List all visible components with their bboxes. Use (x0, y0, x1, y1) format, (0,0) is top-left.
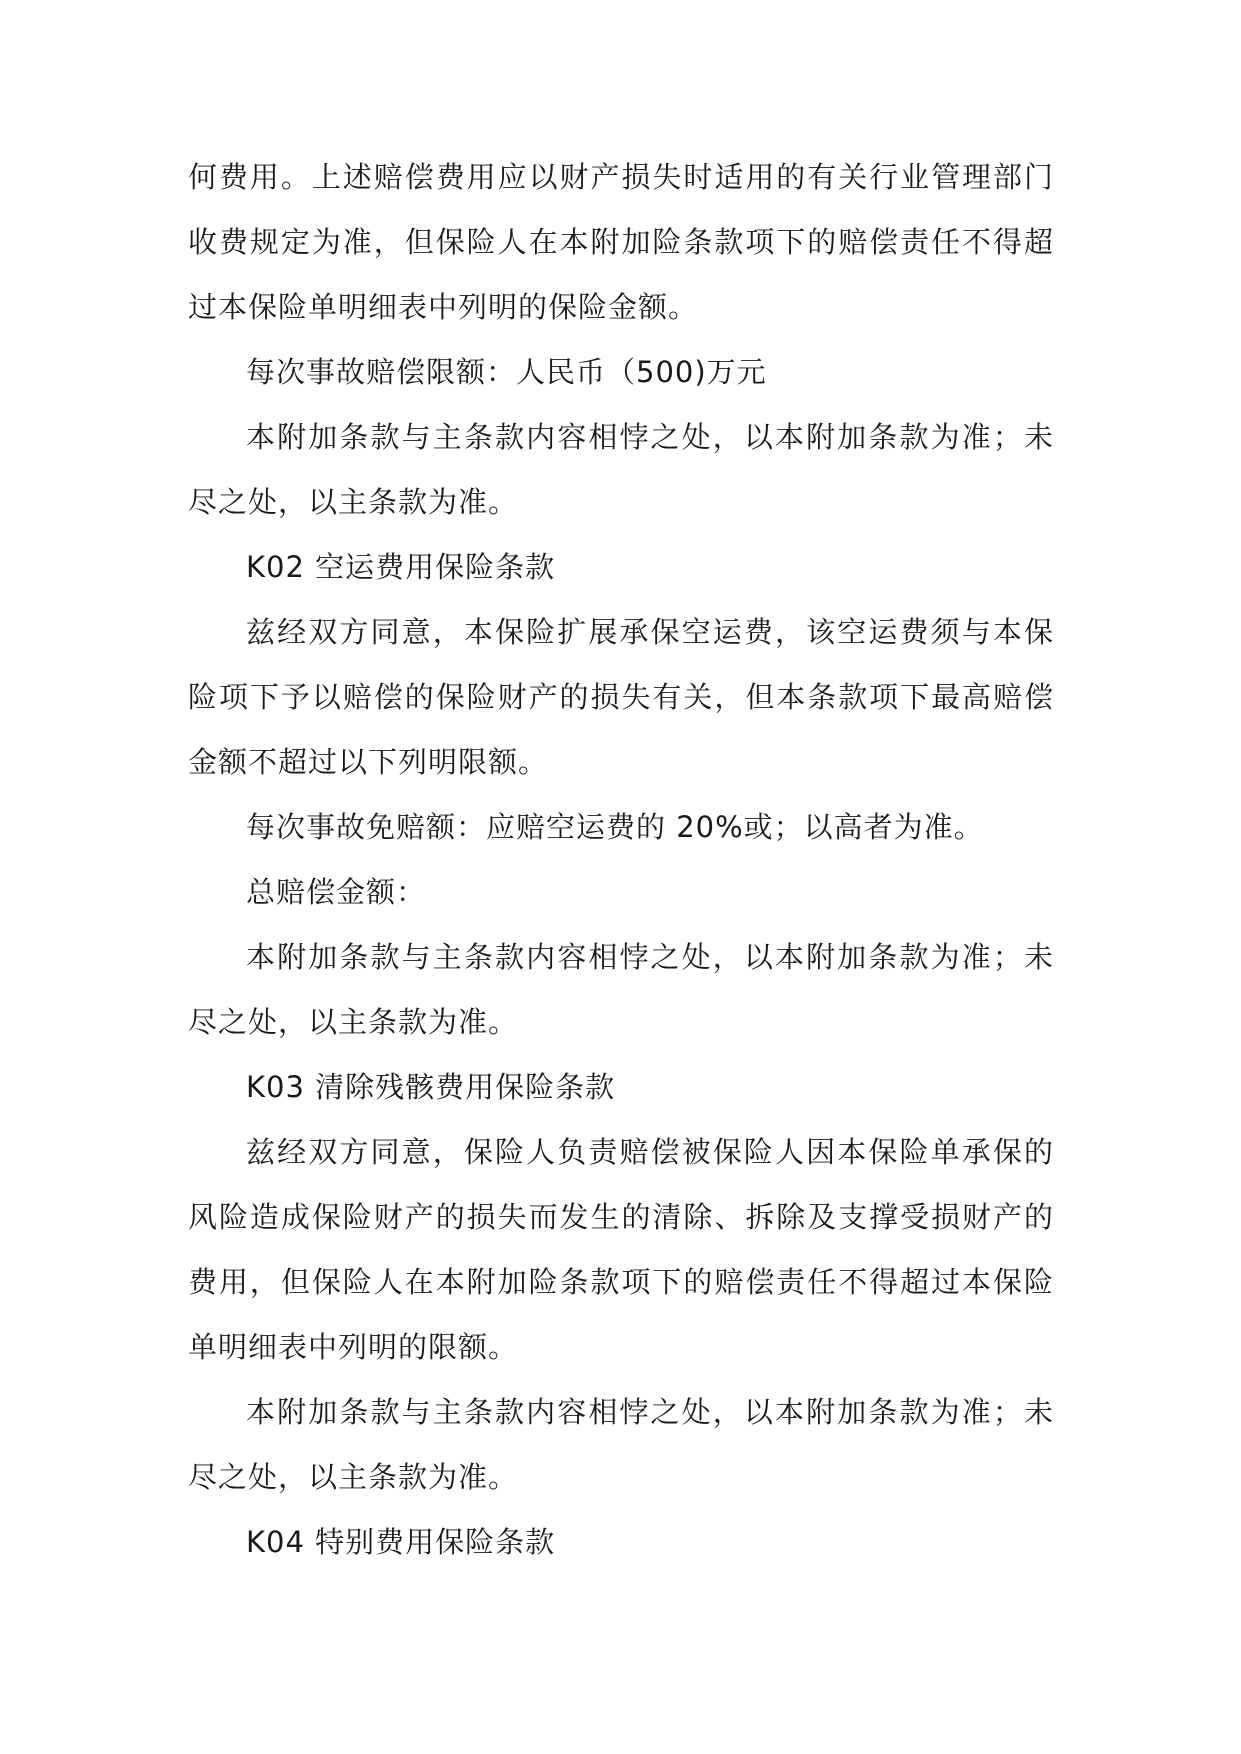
paragraph-k03-precedence: 本附加条款与主条款内容相悖之处，以本附加条款为准；未尽之处，以主条款为准。 (188, 1395, 1054, 1494)
heading-k03: K03 清除残骸费用保险条款 (246, 1070, 616, 1104)
paragraph-k02-deductible: 每次事故免赔额：应赔空运费的 20%或；以高者为准。 (246, 810, 984, 844)
paragraph-continuation: 何费用。上述赔偿费用应以财产损失时适用的有关行业管理部门收费规定为准，但保险人在本附加险条款项下的赔偿责任不得超过本保险单明细表中列明的保险金额。 (188, 160, 1054, 324)
paragraph-compensation-limit: 每次事故赔偿限额：人民币（500)万元 (246, 355, 767, 389)
document-body (188, 145, 1054, 1575)
paragraph-k02-body: 兹经双方同意，本保险扩展承保空运费，该空运费须与本保险项下予以赔偿的保险财产的损失有关，但本条款项下最高赔偿金额不超过以下列明限额。 (188, 615, 1054, 779)
paragraph-precedence-clause: 本附加条款与主条款内容相悖之处，以本附加条款为准；未尽之处，以主条款为准。 (188, 420, 1054, 519)
heading-k04: K04 特别费用保险条款 (246, 1525, 556, 1559)
heading-k02: K02 空运费用保险条款 (246, 550, 556, 584)
paragraph-k02-total: 总赔偿金额： (246, 875, 427, 909)
paragraph-k03-body: 兹经双方同意，保险人负责赔偿被保险人因本保险单承保的风险造成保险财产的损失而发生的清除、拆除及支撑受损财产的费用，但保险人在本附加险条款项下的赔偿责任不得超过本保险单明细表中列明的限额。 (188, 1135, 1054, 1364)
paragraph-k02-precedence: 本附加条款与主条款内容相悖之处，以本附加条款为准；未尽之处，以主条款为准。 (188, 940, 1054, 1039)
